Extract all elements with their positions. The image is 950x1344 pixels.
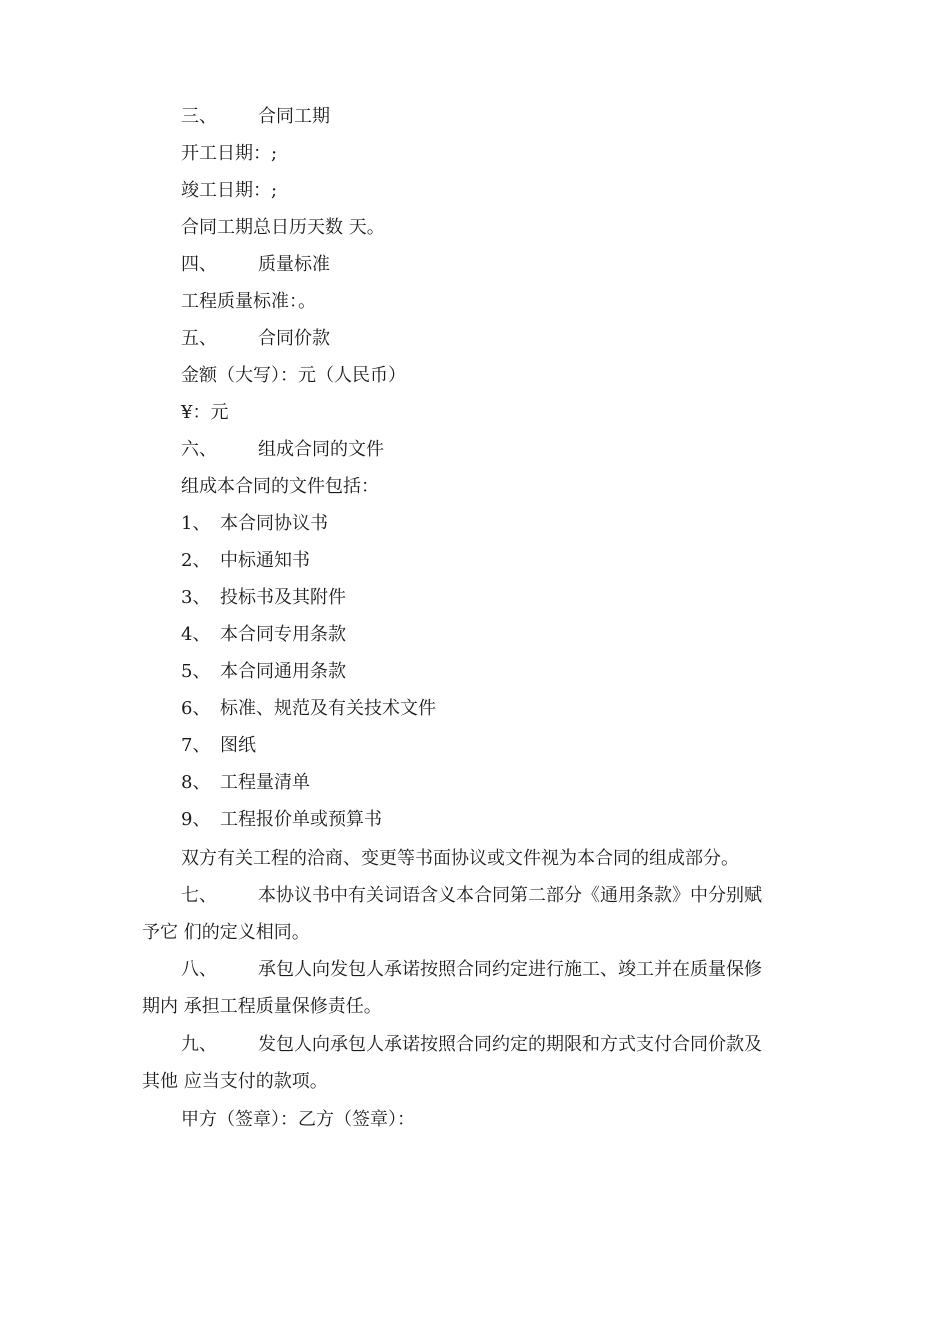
documents-closing: 双方有关工程的洽商、变更等书面协议或文件视为本合同的组成部分。 [181,848,739,869]
list-item [181,660,346,684]
signature-line: 甲方（签章）：乙方（签章）： [181,1109,415,1130]
item-number: 8、 [181,772,211,793]
amount-figure-line: ¥：元 [181,402,229,423]
section-title: 合同价款 [258,328,330,349]
clause-text: 本协议书中有关词语含义本合同第二部分《通用条款》中分别赋 [258,885,762,906]
clause-8-line-2: 期内 承担工程质量保修责任。 [142,996,382,1017]
total-days-line: 合同工期总日历天数 天。 [181,217,385,238]
item-number: 4、 [181,624,211,645]
documents-intro: 组成本合同的文件包括： [181,476,379,497]
section-5-heading [181,327,330,351]
section-number: 六、 [181,439,217,460]
clause-9-line-1 [181,1033,762,1057]
clause-number: 七、 [181,885,217,906]
section-title: 组成合同的文件 [258,439,384,460]
section-title: 质量标准 [258,254,330,275]
list-item [181,734,256,758]
section-4-heading [181,253,330,277]
amount-words-line: 金额（大写）：元（人民币） [181,365,406,386]
clause-text: 发包人向承包人承诺按照合同约定的期限和方式支付合同价款及 [258,1034,762,1055]
item-text: 中标通知书 [220,550,310,571]
clause-9-line-2: 其他 应当支付的款项。 [142,1071,328,1092]
clause-7-line-2: 予它 们的定义相同。 [142,922,310,943]
list-item [181,586,346,610]
item-number: 1、 [181,513,211,534]
section-number: 三、 [181,106,217,127]
end-date-line: 竣工日期：; [181,180,278,201]
clause-8-line-1 [181,958,762,982]
item-text: 工程报价单或预算书 [220,809,382,830]
item-text: 本合同协议书 [220,513,328,534]
quality-standard-line: 工程质量标准：。 [181,291,316,312]
clause-number: 九、 [181,1034,217,1055]
item-number: 9、 [181,809,211,830]
item-number: 6、 [181,698,211,719]
list-item [181,549,310,573]
item-text: 工程量清单 [220,772,310,793]
clause-7-line-1 [181,884,762,908]
item-number: 2、 [181,550,211,571]
section-title: 合同工期 [258,106,330,127]
item-text: 图纸 [220,735,256,756]
section-6-heading [181,438,384,462]
section-number: 四、 [181,254,217,275]
section-number: 五、 [181,328,217,349]
list-item [181,697,436,721]
item-text: 本合同专用条款 [220,624,346,645]
clause-text: 承包人向发包人承诺按照合同约定进行施工、竣工并在质量保修 [258,959,762,980]
list-item [181,771,310,795]
item-number: 3、 [181,587,211,608]
list-item [181,512,328,536]
item-number: 5、 [181,661,211,682]
list-item [181,623,346,647]
clause-number: 八、 [181,959,217,980]
item-text: 投标书及其附件 [220,587,346,608]
item-text: 本合同通用条款 [220,661,346,682]
section-3-heading [181,105,330,129]
item-number: 7、 [181,735,211,756]
item-text: 标准、规范及有关技术文件 [220,698,436,719]
list-item [181,808,382,832]
start-date-line: 开工日期：; [181,143,278,164]
